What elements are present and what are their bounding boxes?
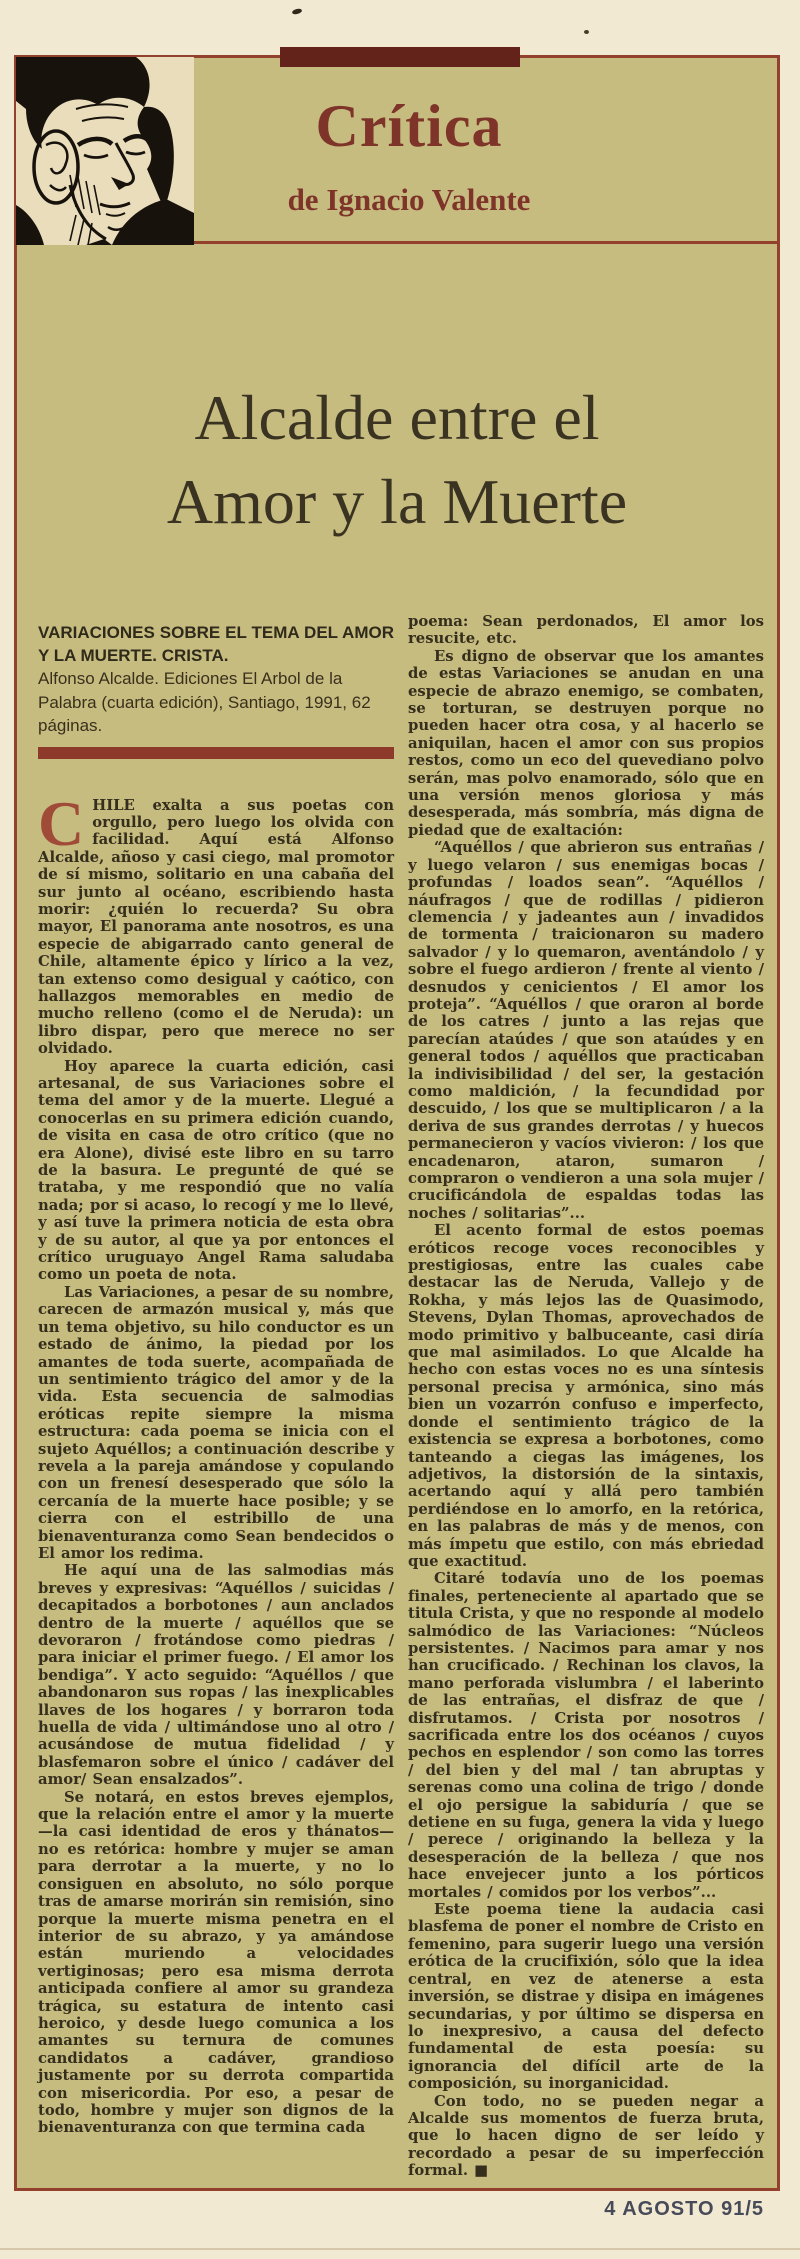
paragraph: Citaré todavía uno de los poemas finales, perteneciente al apartado que se titula Crista, y que no responde al modelo salmódico de las Variaciones: “Núcleos persistentes. / Nacimos para amar y nos han crucificado. / Rechinan los clavos, la mano perforada vislumbra / el laberinto de las entrañas, el disfraz de que / disfrutamos. / Crista por nosotros / sacrificada entre los dos océanos / cuyos pechos en esplendor / son como las torres / del bien y del mal / tan abruptas y serenas como una colina de trigo / donde el ojo persigue la sabiduría / que se detiene en su fuga, genera la vida y luego / perece / originando la belleza y la desesperación de la belleza / que nos hace envejecer junto a los pórticos mortales / comidos por los verbos”... (408, 1570, 764, 1901)
paragraph: Es digno de observar que los amantes de estas Variaciones se anudan en una especie de abrazo enemigo, se combaten, se torturan, se destruyen porque no pueden hacer otra cosa, y al hacerlo se aniquilan, hacen el amor con sus propios restos, como un eco del quevediano polvo serán, mas polvo enamorado, sólo que en una versión menos gloriosa y más desesperada, más sombría, más digna de piedad que de exaltación: (408, 647, 764, 839)
left-column (38, 613, 394, 2180)
book-details: Alfonso Alcalde. Ediciones El Arbol de la Palabra (cuarta edición), Santiago, 1991, 62 páginas. (38, 669, 371, 735)
article-panel (14, 55, 780, 2191)
masthead (17, 58, 777, 244)
section-title: Crítica (315, 93, 503, 159)
paragraph (38, 787, 394, 1058)
book-reference (38, 621, 394, 738)
paragraph: El acento formal de estos poemas eróticos recoge voces reconocibles y prestigiosas, entre las cuales cabe destacar las de Neruda, Vallejo y de Rokha, y más lejos las de Quasimodo, Stevens, Dylan Thomas, aprovechados de modo primitivo y balbuceante, casi diría que mal asimilados. Lo que Alcalde ha hecho con estas voces no es una síntesis personal precisa y armónica, sino más bien un vozarrón confuso e imperfecto, donde el sentimiento trágico de la existencia se expresa a borbotones, como tanteando a ciegas las imágenes, los adjetivos, la distorsión de la sintaxis, acertando aquí y allá pero también perdiéndose en lo amorfo, en la retórica, en las palabras de más y de menos, con más ímpetu que estilo, con más ebriedad que exactitud. (408, 1222, 764, 1570)
paragraph: Este poema tiene la audacia casi blasfema de poner el nombre de Cristo en femenino, para sugerir luego una versión erótica de la crucifixión, sólo que la idea central, en vez de atenerse a esta inversión, se distrae y disipa en imágenes secundarias, y por último se dispersa en lo inexpresivo, a causa del defecto fundamental de esta poesía: su ignorancia del difícil arte de la composición, su inorganicidad. (408, 1901, 764, 2093)
red-divider-bar (38, 747, 394, 759)
paragraph: Hoy aparece la cuarta edición, casi artesanal, de sus Variaciones sobre el tema del amor y de la muerte. Llegué a conocerlas en su primera edición cuando, de visita en casa de otro crítico (que no era Alone), divisé este libro en su tarro de la basura. Le pregunté de qué se trataba, y me respondió que no valía nada; por si acaso, lo recogí y me lo llevé, y así tuve la primera noticia de esta obra y de su autor, al que ya por entonces el crítico uruguayo Angel Rama saludaba como un poeta de nota. (38, 1057, 394, 1284)
paragraph: “Aquéllos / que abrieron sus entrañas / y luego velaron / sus enemigas bocas / profundas / loados sean”. “Aquéllos / náufragos / que de rodillas / pidieron clemencia / y jadeantes aun / invadidos de tormenta / traicionaron su madero salvador / y lo quemaron, aventándolo / y sobre el fuego ardieron / frente al viento / desnudos y cenicientos / El amor los proteja”. “Aquéllos / que oraron al borde de los catres / junto a las rejas que parecían ataúdes / que son ataúdes y en general todos / aquéllos que practicaban la indivisibilidad / del ser, la gestación como maldición, / la fecundidad por descuido, / los que se multiplicaron / a la deriva de sus grandes derrotas / y huecos permanecieron y vacíos vivieron: / los que encadenaron, ataron, sumaron / compraron o vendieron a una sola mujer / crucificándola de espaldas todas las noches / solitarias”... (408, 839, 764, 1222)
paragraph-text: HILE exalta a sus poetas con orgullo, pero luego los olvida con facilidad. Aquí está Alfonso Alcalde, añoso y casi ciego, mal promotor de sí mismo, solitario en una cabaña del sur junto al océano, escribiendo hasta morir: ¿quién lo recuerda? Su obra mayor, El panorama ante nosotros, es una especie de abigarrado canto general de Chile, altamente épico y lírico a la vez, tan extenso como desigual y caótico, con hallazgos memorables en medio de mucho relleno (como el de Neruda): un libro dispar, pero que merece no ser olvidado. (38, 796, 394, 1058)
page-date-footer: 4 AGOSTO 91/5 (604, 2198, 764, 2220)
headline-line-2: Amor y la Muerte (166, 466, 628, 537)
paragraph: Se notará, en estos breves ejemplos, que la relación entre el amor y la muerte —la casi identidad de eros y thánatos— no es retórica: hombre y mujer se aman para derrotar a la muerte, y no lo consiguen en absoluto, no sólo porque tras de amarse morirán sin remisión, sino porque la muerte misma penetra en el interior de su abrazo, y ya amándose están muriendo a velocidades vertiginosas; pero esa misma derrota anticipada confiere al amor su grandeza trágica, su estatura de intento casi heroico, y desde luego comunica a los amantes su ternura de comunes candidatos a cadáver, grandioso justamente por su derrota compartida con misericordia. Por eso, a pesar de todo, hombre y mujer son dignos de la bienaventuranza con que termina cada (38, 1788, 394, 2137)
paragraph: He aquí una de las salmodias más breves y expresivas: “Aquéllos / suicidas / decapitados a borbotones / aun anclados dentro de la muerte / aquéllos que se devoraron / frotándose como piedras / para iniciar el primer fuego. / El amor los bendiga”. Y acto seguido: “Aquéllos / que abandonaron sus ropas / las inexplicables llaves de los hogares / y borraron toda huella de vida / ultimándose uno al otro / acusándose de mutua fidelidad / y blasfemaron sobre el único / cadáver del amor/ Sean ensalzados”. (38, 1562, 394, 1789)
ink-speck (292, 8, 303, 15)
paragraph: Las Variaciones, a pesar de su nombre, carecen de armazón musical y, más que un tema objetivo, su hilo conductor es un estado de ánimo, la piedad por los amantes de toda suerte, acompañada de un sentimiento trágico del amor y de la vida. Esta secuencia de salmodias eróticas repite siempre la misma estructura: cada poema se inicia con el sujeto Aquéllos; a continuación describe y revela a la pareja amándose y copulando con un frenesí desesperado que sólo la cercanía de la muerte hace posible; y se cierra con el estribillo de una bienaventuranza como Sean bendecidos o El amor los redima. (38, 1283, 394, 1562)
critic-portrait-illustration (16, 57, 194, 245)
article-headline (17, 376, 777, 544)
right-column (408, 613, 764, 2180)
headline-line-1: Alcalde entre el (194, 382, 600, 453)
paper-crease (0, 2248, 800, 2250)
section-byline: de Ignacio Valente (287, 182, 531, 217)
paragraph: poema: Sean perdonados, El amor los resucite, etc. (408, 613, 764, 648)
drop-cap: C (38, 787, 85, 859)
portrait-drawing (16, 57, 194, 245)
book-title: VARIACIONES SOBRE EL TEMA DEL AMOR Y LA MUERTE. CRISTA. (38, 623, 394, 665)
article-columns (38, 613, 764, 2180)
ink-speck (584, 30, 589, 34)
paragraph: Con todo, no se pueden negar a Alcalde sus momentos de fuerza bruta, que lo hacen digno de ser leído y recordado a pesar de su imperfección formal. ■ (408, 2092, 764, 2180)
